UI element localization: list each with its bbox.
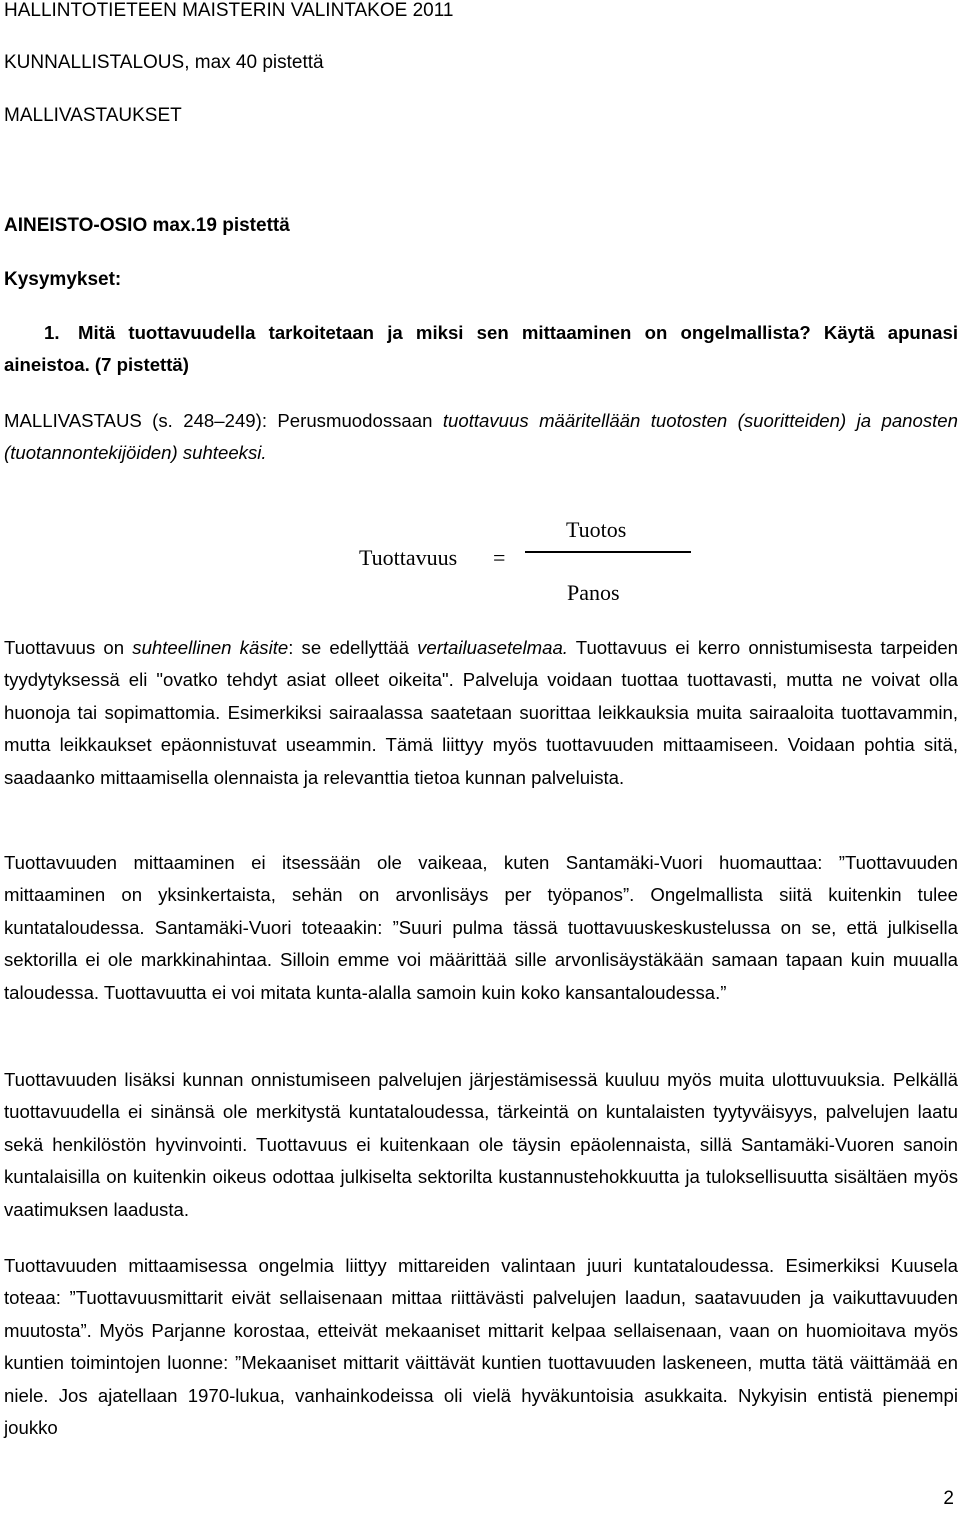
answer-intro-italic: tuottavuus määritellään tuotosten (suoritteiden) ja panosten (tuotannontekijöiden) suhteeksi. — [4, 410, 958, 464]
formula-equals: = — [493, 545, 506, 570]
subject-line: KUNNALLISTALOUS, max 40 pistettä — [4, 52, 324, 73]
question-number: 1. — [44, 322, 60, 343]
questions-label: Kysymykset: — [4, 269, 122, 290]
paragraph-3: Tuottavuuden lisäksi kunnan onnistumiseen palvelujen järjestämisessä kuuluu myös muita ulottuvuuksia. Pelkällä tuottavuudella ei sinänsä ole merkitystä kuntataloudessa, tärkeintä on kuntalaisten tyytyväisyys, palvelujen laatu sekä henkilöstön hyvinvointi. Tuottavuus ei kuitenkaan ole täysin epäolennaista, sillä Santamäki-Vuoren sanoin kuntalaisilla on kuitenkin oikeus odottaa julkiselta sektorilta kustannustehokkuutta ja tuloksellisuutta sisältäen myös vaatimuksen laadusta. — [4, 1069, 958, 1220]
formula-numerator: Tuotos — [566, 517, 627, 542]
formula-lhs: Tuottavuus — [359, 545, 458, 570]
question-text: Mitä tuottavuudella tarkoitetaan ja miksi sen mittaaminen on ongelmallista? Käytä apunasi aineistoa. (7 pistettä) — [4, 322, 958, 376]
page-number: 2 — [943, 1488, 954, 1509]
p1-text-c: Tuottavuus ei kerro onnistumisesta tarpeiden tyydytyksessä eli "ovatko tehdyt asiat olleet oikeita". Palveluja voidaan tuottaa tuottavasti, mutta ne voivat olla huonoja tai sopimattomia. Esimerkiksi sairaalassa saatetaan suorittaa leikkauksia muita sairaaloita tuottavammin, mutta leikkaukset epäonnistuvat useammin. Tämä liittyy myös tuottavuuden mittaamiseen. Voidaan pohtia sitä, saadaanko mittaamisella olennaista ja relevanttia tietoa kunnan palveluista. — [4, 637, 959, 788]
p1-text-b: : se edellyttää — [288, 637, 418, 658]
model-answer-intro — [4, 405, 958, 470]
answer-intro-prefix: MALLIVASTAUS (s. 248–249): Perusmuodossaan — [4, 410, 443, 431]
p1-italic-2: vertailuasetelmaa. — [417, 637, 568, 658]
formula-denominator: Panos — [567, 580, 620, 605]
p1-text-a: Tuottavuus on — [4, 637, 133, 658]
section-title: AINEISTO-OSIO max.19 pistettä — [4, 215, 290, 236]
answers-label: MALLIVASTAUKSET — [4, 105, 182, 126]
exam-title: HALLINTOTIETEEN MAISTERIN VALINTAKOE 2011 — [4, 0, 454, 21]
paragraph-4: Tuottavuuden mittaamisessa ongelmia liittyy mittareiden valintaan juuri kuntataloudessa. Esimerkiksi Kuusela toteaa: ”Tuottavuusmittarit eivät sellaisenaan mittaa riittävästi palvelujen laadun, saatavuuden ja vaikuttavuuden muutosta”. Myös Parjanne korostaa, etteivät mekaaniset mittarit kelpaa sellaisenaan, vaan on huomioitava myös kuntien toimintojen luonne: ”Mekaaniset mittarit väittävät kuntien tuottavuuden laskeneen, mutta tätä väittämää en niele. Jos ajatellaan 1970-lukua, vanhainkodeissa oli vielä hyväkuntoisia asukkaita. Nykyisin entistä pienempi joukko — [4, 1255, 958, 1439]
p1-italic-1: suhteellinen käsite — [132, 637, 289, 658]
fraction-bar — [525, 551, 691, 553]
paragraph-2: Tuottavuuden mittaaminen ei itsessään ole vaikeaa, kuten Santamäki-Vuori huomauttaa: ”Tuottavuuden mittaaminen on yksinkertaista, sehän on arvonlisäys per työpanos”. Ongelmallista siitä kuitenkin tulee kuntataloudessa. Santamäki-Vuori toteaakin: ”Suuri pulma tässä tuottavuuskeskustelussa on se, että julkisella sektorilla ei ole markkinahintaa. Silloin emme voi määrittää sille arvonlisäystäkään samaan tapaan kuin muualla taloudessa. Tuottavuutta ei voi mitata kunta-alalla samoin kuin koko kansantaloudessa.” — [4, 852, 958, 1003]
paragraph-1 — [4, 632, 958, 794]
question-1 — [4, 317, 958, 382]
